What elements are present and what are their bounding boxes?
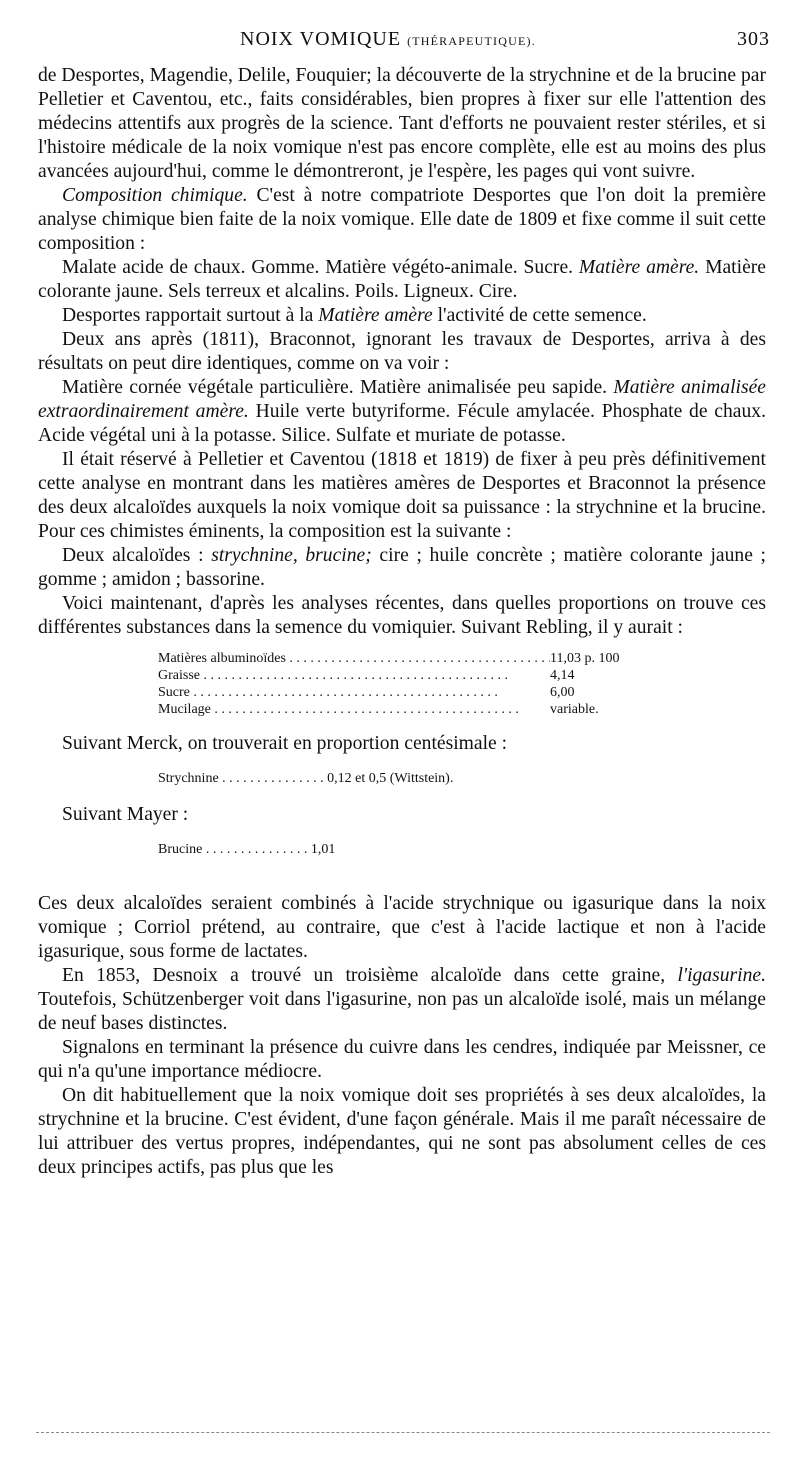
- header-subtitle: (THÉRAPEUTIQUE).: [407, 34, 536, 48]
- paragraph-braconnot-list: Matière cornée végétale particulière. Matière animalisée peu sapide. Matière animalisée extraordinairement amère. Huile verte butyriforme. Fécule amylacée. Phosphate de chaux. Acide végétal uni à la potasse. Silice. Sulfate et muriate de potasse.: [38, 377, 766, 446]
- paragraph-igasurique: Ces deux alcaloïdes seraient combinés à l'acide strychnique ou igasurique dans la noix vomique ; Corriol prétend, au contraire, que c'est à l'acide lactique et non à l'acide igasurique, sous forme de lactates.: [38, 893, 766, 962]
- paragraph-1: de Desportes, Magendie, Delile, Fouquier; la découverte de la strychnine et de la brucine par Pelletier et Caventou, etc., faits considérables, bien propres à fixer sur elle l'attention des médecins attentifs aux progrès de la science. Tant d'efforts ne pouvaient rester stériles, et si l'histoire médicale de la noix vomique n'est pas encore complète, elle est au moins des plus avancées aujourd'hui, comme le démontreront, je l'espère, les pages qui vont suivre.: [38, 65, 766, 182]
- paragraph-desportes-list: Malate acide de chaux. Gomme. Matière végéto-animale. Sucre. Matière amère. Matière colorante jaune. Sels terreux et alcalins. Poils. Ligneux. Cire.: [38, 257, 766, 302]
- paragraph-pelletier-list: Deux alcaloïdes : strychnine, brucine; cire ; huile concrète ; matière colorante jaune ; gomme ; amidon ; bassorine.: [38, 545, 766, 590]
- rebling-table: [158, 650, 648, 718]
- paragraph-desportes-note: Desportes rapportait surtout à la Matière amère l'activité de cette semence.: [62, 305, 647, 326]
- page-body: [38, 64, 766, 1180]
- paragraph-braconnot: Deux ans après (1811), Braconnot, ignorant les travaux de Desportes, arriva à des résultats on peut dire identiques, comme on va voir :: [38, 329, 766, 374]
- paragraph-mayer: Suivant Mayer :: [62, 804, 189, 825]
- table-row: Graisse . . . 4,14: [158, 667, 648, 684]
- paragraph-proprietes: On dit habituellement que la noix vomique doit ses propriétés à ses deux alcaloïdes, la strychnine et la brucine. C'est évident, d'une façon générale. Mais il me paraît nécessaire de lui attribuer des vertus propres, indépendantes, qui ne sont pas absolument celles de ces deux principes actifs, pas plus que les: [38, 1085, 766, 1178]
- table-row: Sucre . . . 6,00: [158, 684, 648, 701]
- section-title-composition: Composition chimique.: [62, 185, 248, 206]
- paragraph-merck: Suivant Merck, on trouverait en proportion centésimale :: [62, 733, 508, 754]
- paragraph-desnoix: En 1853, Desnoix a trouvé un troisième alcaloïde dans cette graine, l'igasurine. Toutefois, Schützenberger voit dans l'igasurine, non pas un alcaloïde isolé, mais un mélange de neuf bases distinctes.: [38, 965, 766, 1034]
- paragraph-meissner: Signalons en terminant la présence du cuivre dans les cendres, indiquée par Meissner, ce qui n'a qu'une importance médiocre.: [38, 1037, 766, 1082]
- page-number: 303: [737, 28, 770, 50]
- header-title: NOIX VOMIQUE (THÉRAPEUTIQUE).: [240, 28, 536, 50]
- table-row: Matières albuminoïdes . . . 11,03 p. 100: [158, 650, 648, 667]
- mayer-line: Brucine . . . . . . . . . . . . . . . 1,01: [158, 842, 336, 857]
- paragraph-pelletier: Il était réservé à Pelletier et Caventou (1818 et 1819) de fixer à peu près définitivement cette analyse en montrant dans les matières amères de Desportes et Braconnot la présence des deux alcaloïdes auxquels la noix vomique doit sa puissance : la strychnine et la brucine. Pour ces chimistes éminents, la composition est la suivante :: [38, 449, 766, 542]
- footer-rule: [36, 1432, 770, 1434]
- paragraph-composition: Composition chimique. C'est à notre compatriote Desportes que l'on doit la première analyse chimique bien faite de la noix vomique. Elle date de 1809 et fixe comme il suit cette composition :: [38, 185, 767, 254]
- paragraph-rebling: Voici maintenant, d'après les analyses récentes, dans quelles proportions on trouve ces différentes substances dans la semence du vomiquier. Suivant Rebling, il y aurait :: [38, 593, 766, 638]
- merck-line: Strychnine . . . . . . . . . . . . . . . 0,12 et 0,5 (Wittstein).: [158, 771, 454, 786]
- table-row: Mucilage . . . variable.: [158, 701, 648, 718]
- running-header: [40, 28, 770, 58]
